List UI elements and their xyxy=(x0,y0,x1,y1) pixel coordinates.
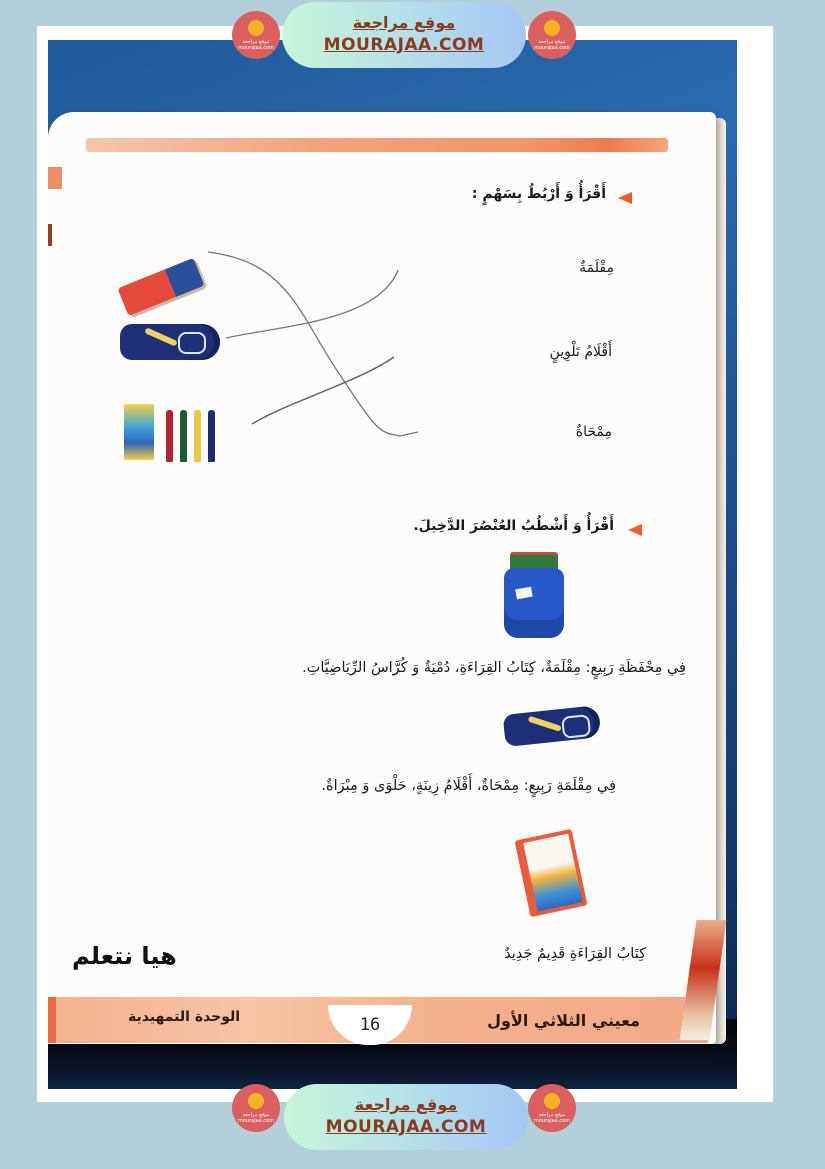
watermark-badge-top[interactable] xyxy=(282,2,526,68)
book-logo-icon xyxy=(544,1093,560,1109)
sentence-reading-book: كِتَابُ القِرَاءَةِ قَدِيمٌ جَدِيدٌ xyxy=(504,946,646,962)
footer-book-title: معيني الثلاثي الأول xyxy=(487,1011,640,1030)
watermark-latin[interactable]: MOURAJAA.COM xyxy=(323,35,485,55)
word-pencil-case: مِقْلَمَةٌ xyxy=(579,260,614,276)
matching-lines xyxy=(48,112,716,1044)
exercise2-instruction: أَقْرَأُ وَ أَشْطُبُ العُنْصُرَ الدَّخِيلَ. xyxy=(413,518,614,534)
watermark-logo-right-top: موقع مراجعة mourajaa.com xyxy=(528,11,576,59)
left-tab-dark xyxy=(48,224,52,246)
watermark-logo-right-bottom: موقع مراجعة mourajaa.com xyxy=(528,1084,576,1132)
pencil-case-image xyxy=(120,324,220,360)
page-number: 16 xyxy=(328,1005,412,1045)
watermark-logo-left-top: موقع مراجعة mourajaa.com xyxy=(232,11,280,59)
watermark-logo-left-bottom: موقع مراجعة mourajaa.com xyxy=(232,1084,280,1132)
watermark-latin[interactable]: MOURAJAA.COM xyxy=(325,1117,487,1137)
sentence-pencil-case: فِي مِقْلَمَةِ رَبِيعٍ: مِمْحَاةٌ، أَقْلَامُ زِينَةٍ، حَلْوَى وَ مِبْرَاةٌ. xyxy=(321,778,616,794)
arrow-marker-icon xyxy=(618,192,632,204)
book-photo xyxy=(48,40,737,1089)
watermark-arabic[interactable]: موقع مراجعة xyxy=(352,13,456,32)
sentence-schoolbag: فِي مِحْفَظَةِ رَبِيعٍ: مِقْلَمَةٌ، كِتَابُ القِرَاءَةِ، دُمْيَةٌ وَ كُرَّاسُ الرِّيَاضِيَّاتِ. xyxy=(302,660,686,676)
arrow-marker-icon xyxy=(628,524,642,536)
watermark-arabic[interactable]: موقع مراجعة xyxy=(354,1095,458,1114)
book-logo-icon xyxy=(248,20,264,36)
book-page xyxy=(48,112,716,1044)
eraser-image xyxy=(117,258,204,317)
section-title: هيا نتعلم xyxy=(72,942,177,970)
word-coloring-pencils: أَقْلَامُ تَلْوِينٍ xyxy=(549,344,612,360)
book-logo-icon xyxy=(248,1093,264,1109)
top-color-strip xyxy=(86,138,668,152)
left-tab xyxy=(48,167,62,189)
reading-book-image xyxy=(515,829,588,917)
exercise1-instruction: أَقْرَأُ وَ أَرْبُطُ بِسَهْمٍ : xyxy=(471,186,606,202)
book-logo-icon xyxy=(544,20,560,36)
pencil-case-image-2 xyxy=(503,705,602,747)
coloring-pencils-image xyxy=(124,404,214,464)
footer-unit: الوحدة التمهيدية xyxy=(128,1009,241,1025)
backpack-image xyxy=(504,552,568,640)
watermark-badge-bottom[interactable] xyxy=(284,1084,528,1150)
word-eraser: مِمْحَاةٌ xyxy=(575,424,612,440)
